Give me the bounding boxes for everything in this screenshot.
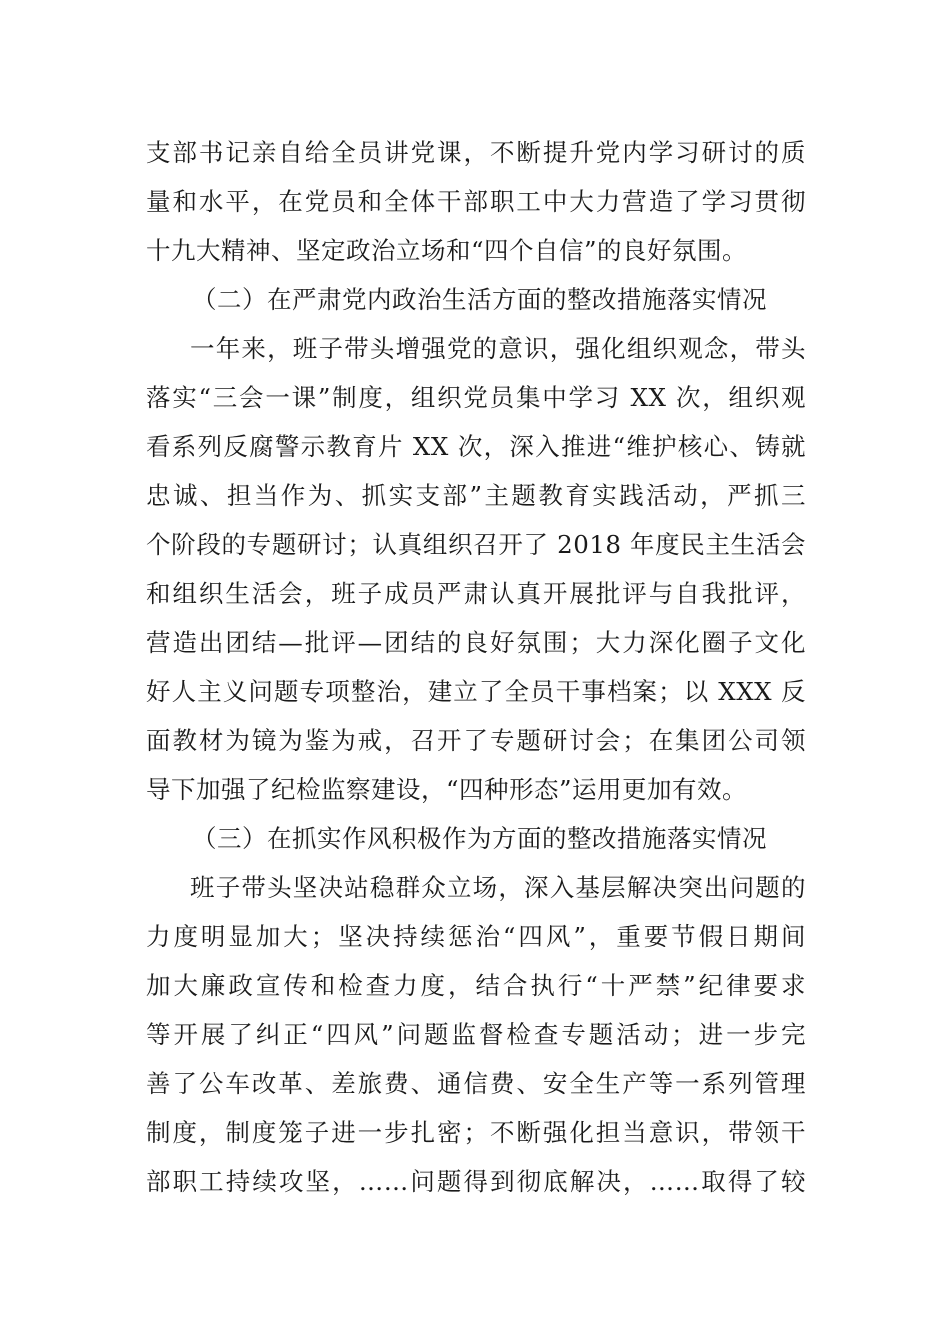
text-line-17: 力度明显加大；坚决持续惩治“四风”，重要节假日期间 (146, 922, 806, 951)
text-line-19: 等开展了纠正“四风”问题监督检查专题活动；进一步完 (146, 1020, 806, 1049)
text-line-12: 好人主义问题专项整治，建立了全员干事档案；以 XXX 反 (146, 677, 806, 706)
text-line-22: 部职工持续攻坚，……问题得到彻底解决，……取得了较 (146, 1167, 806, 1196)
text-line-9: 个阶段的专题研讨；认真组织召开了 2018 年度民主生活会 (146, 530, 806, 559)
text-line-11: 营造出团结—批评—团结的良好氛围；大力深化圈子文化 (146, 628, 806, 657)
text-line-6: 落实“三会一课”制度，组织党员集中学习 XX 次，组织观 (146, 383, 806, 412)
text-line-8: 忠诚、担当作为、抓实支部”主题教育实践活动，严抓三 (146, 481, 806, 510)
text-line-2: 量和水平，在党员和全体干部职工中大力营造了学习贯彻 (146, 187, 806, 216)
text-line-21: 制度，制度笼子进一步扎密；不断强化担当意识，带领干 (146, 1118, 806, 1147)
text-line-18: 加大廉政宣传和检查力度，结合执行“十严禁”纪律要求 (146, 971, 806, 1000)
text-line-14: 导下加强了纪检监察建设，“四种形态”运用更加有效。 (146, 775, 748, 804)
text-line-20: 善了公车改革、差旅费、通信费、安全生产等一系列管理 (146, 1069, 806, 1098)
text-line-1: 支部书记亲自给全员讲党课，不断提升党内学习研讨的质 (146, 138, 806, 167)
text-line-3: 十九大精神、坚定政治立场和“四个自信”的良好氛围。 (146, 236, 748, 265)
body-text (146, 128, 806, 1206)
text-line-5: 一年来，班子带头增强党的意识，强化组织观念，带头 (190, 334, 806, 363)
text-line-7: 看系列反腐警示教育片 XX 次，深入推进“维护核心、铸就 (146, 432, 806, 461)
section-heading-3: （三）在抓实作风积极作为方面的整改措施落实情况 (192, 824, 767, 853)
section-heading-2: （二）在严肃党内政治生活方面的整改措施落实情况 (192, 285, 767, 314)
text-line-16: 班子带头坚决站稳群众立场，深入基层解决突出问题的 (190, 873, 806, 902)
text-line-10: 和组织生活会，班子成员严肃认真开展批评与自我批评， (146, 579, 806, 608)
text-line-13: 面教材为镜为鉴为戒，召开了专题研讨会；在集团公司领 (146, 726, 806, 755)
